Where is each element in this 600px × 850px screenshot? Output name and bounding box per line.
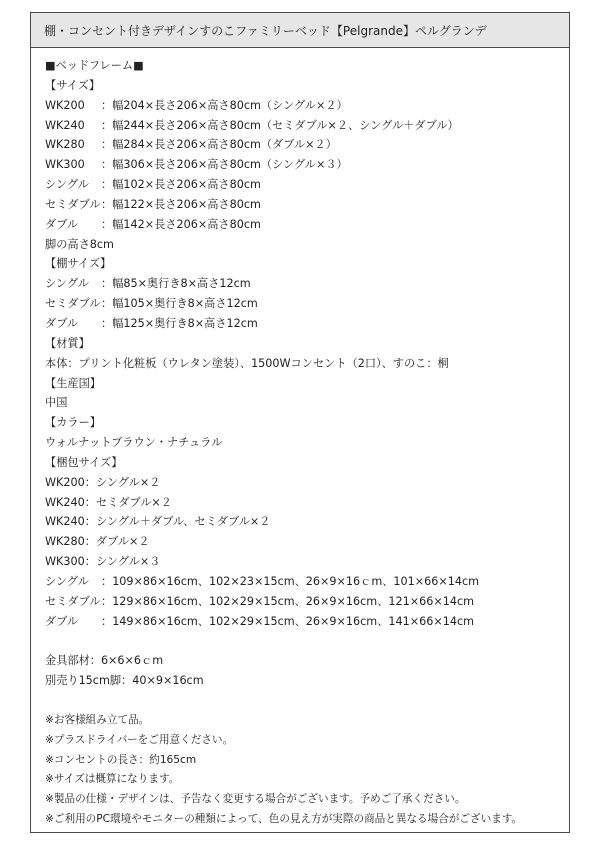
size-label: セミダブル bbox=[45, 197, 101, 211]
package-size-row bbox=[45, 592, 569, 612]
size-label: シングル bbox=[45, 178, 89, 192]
size-value: ：幅102×長さ206×高さ80cm bbox=[101, 178, 261, 192]
package-size-value: ：109×86×16cm、102×23×15cm、26×9×16ｃm、101×66×14cm bbox=[101, 574, 480, 588]
size-row bbox=[45, 215, 569, 235]
size-label: WK200 bbox=[45, 98, 85, 112]
size-heading: 【サイズ】 bbox=[45, 78, 101, 92]
size-row bbox=[45, 195, 569, 215]
package-size-label: ダブル bbox=[45, 614, 79, 628]
spacer bbox=[45, 631, 569, 651]
package-item: WK280：ダブル×２ bbox=[45, 535, 150, 549]
shelf-row bbox=[45, 314, 569, 334]
leg-height: 脚の高さ8cm bbox=[45, 237, 114, 251]
shelf-value: ：幅125×奥行き8×高さ12cm bbox=[101, 316, 258, 330]
size-value: ：幅306×長さ206×高さ80cm（シングル×３） bbox=[101, 158, 348, 172]
origin-text: 中国 bbox=[45, 396, 68, 410]
color-heading: 【カラー】 bbox=[45, 416, 101, 430]
package-size-row bbox=[45, 572, 569, 592]
note-item: ※お客様組み立て品。 bbox=[45, 713, 150, 726]
size-value: ：幅244×長さ206×高さ80cm（セミダブル×２、シングル＋ダブル） bbox=[101, 118, 459, 132]
material-text: 本体：プリント化粧板（ウレタン塗装）、1500Wコンセント（2口）、すのこ：桐 bbox=[45, 356, 449, 370]
package-item: WK300：シングル×３ bbox=[45, 555, 161, 569]
package-size-row bbox=[45, 612, 569, 632]
shelf-label: セミダブル bbox=[45, 297, 101, 311]
package-item: WK240：シングル＋ダブル、セミダブル×２ bbox=[45, 515, 271, 529]
spec-table bbox=[30, 12, 570, 833]
size-row bbox=[45, 116, 569, 136]
shelf-row bbox=[45, 274, 569, 294]
note-item: ※ご利用のPC環境やモニターの種類によって、色の見え方が実際の商品と異なる場合がございます。 bbox=[45, 813, 523, 826]
note-item: ※製品の仕様・デザインは、予告なく変更する場合がございます。予めご了承ください。 bbox=[45, 793, 466, 806]
spec-body bbox=[31, 48, 569, 830]
shelf-heading: 【棚サイズ】 bbox=[45, 257, 112, 271]
shelf-label: ダブル bbox=[45, 316, 79, 330]
size-label: WK240 bbox=[45, 118, 85, 132]
shelf-row bbox=[45, 294, 569, 314]
frame-heading: ■ベッドフレーム■ bbox=[45, 59, 144, 72]
shelf-value: ：幅85×奥行き8×高さ12cm bbox=[101, 277, 251, 291]
size-label: WK300 bbox=[45, 158, 85, 172]
shelf-value: ：幅105×奥行き8×高さ12cm bbox=[101, 297, 258, 311]
package-item: WK200：シングル×２ bbox=[45, 475, 161, 489]
product-title: 棚・コンセント付きデザインすのこファミリーベッド【Pelgrande】ペルグランデ bbox=[44, 23, 487, 38]
hardware-text: 金具部材：6×6×6ｃm bbox=[45, 654, 164, 668]
extra-leg-text: 別売り15cm脚：40×9×16cm bbox=[45, 674, 204, 688]
package-size-value: ：149×86×16cm、102×29×15cm、26×9×16cm、141×66×14cm bbox=[101, 614, 475, 628]
size-row bbox=[45, 96, 569, 116]
spacer bbox=[45, 691, 569, 711]
note-item: ※サイズは概算になります。 bbox=[45, 773, 180, 786]
size-row bbox=[45, 135, 569, 155]
size-value: ：幅142×長さ206×高さ80cm bbox=[101, 217, 261, 231]
note-item: ※コンセントの長さ：約165cm bbox=[45, 753, 197, 766]
size-value: ：幅204×長さ206×高さ80cm（シングル×２） bbox=[101, 98, 348, 112]
note-item: ※プラスドライバーをご用意ください。 bbox=[45, 733, 234, 746]
package-size-value: ：129×86×16cm、102×29×15cm、26×9×16cm、121×66×14cm bbox=[101, 594, 475, 608]
size-row bbox=[45, 155, 569, 175]
size-label: ダブル bbox=[45, 217, 79, 231]
color-text: ウォルナットブラウン・ナチュラル bbox=[45, 436, 223, 450]
package-heading: 【梱包サイズ】 bbox=[45, 455, 123, 469]
package-size-label: シングル bbox=[45, 574, 89, 588]
material-heading: 【材質】 bbox=[45, 336, 90, 350]
size-value: ：幅284×長さ206×高さ80cm（ダブル×２） bbox=[101, 138, 337, 152]
size-label: WK280 bbox=[45, 138, 85, 152]
spec-title-bar bbox=[31, 13, 569, 48]
package-item: WK240：セミダブル×２ bbox=[45, 495, 172, 509]
size-row bbox=[45, 175, 569, 195]
shelf-label: シングル bbox=[45, 277, 89, 291]
origin-heading: 【生産国】 bbox=[45, 376, 101, 390]
package-size-label: セミダブル bbox=[45, 594, 101, 608]
size-value: ：幅122×長さ206×高さ80cm bbox=[101, 197, 261, 211]
